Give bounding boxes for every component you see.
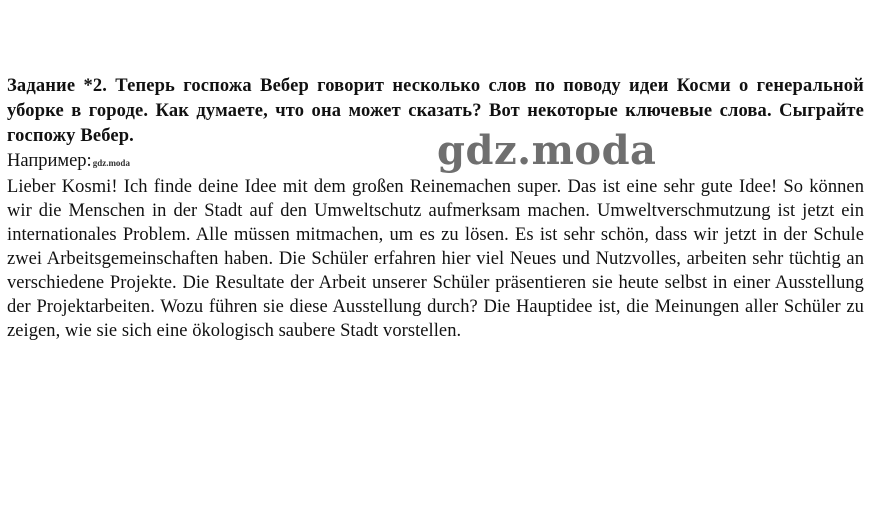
example-label: Например: (7, 151, 92, 171)
body-paragraph: Lieber Kosmi! Ich finde deine Idee mit dem großen Reinemachen super. Das ist eine sehr gute Idee! So können wir die Menschen in der Stadt auf den Umweltschutz aufmerksam machen. Umweltverschmutzung ist jetzt ein internationales Problem. Alle müssen mitmachen, um es zu lösen. Es ist sehr schön, dass wir jetzt in der Schule zwei Arbeitsgemeinschaften haben. Die Schüler erfahren hier viel Neues und Nutzvolles, arbeiten sehr tüchtig an verschiedene Projekte. Die Resultate der Arbeit unserer Schüler präsentieren sie heute selbst in einer Ausstellung der Projektarbeiten. Wozu führen sie diese Ausstellung durch? Die Hauptidee ist, die Meinungen aller Schüler zu zeigen, wie sie sich eine ökologisch saubere Stadt vorstellen. (7, 177, 864, 341)
example-line (7, 149, 864, 175)
watermark: gdz.moda (437, 127, 657, 174)
mini-watermark: gdz.moda (92, 158, 130, 168)
task-heading: Задание *2. Теперь госпожа Вебер говорит несколько слов по поводу идеи Косми о генеральной уборке в городе. Как думаете, что она может сказать? Вот некоторые ключевые слова. Сыграйте госпожу Вебер. (7, 76, 864, 146)
document-page (7, 74, 864, 343)
